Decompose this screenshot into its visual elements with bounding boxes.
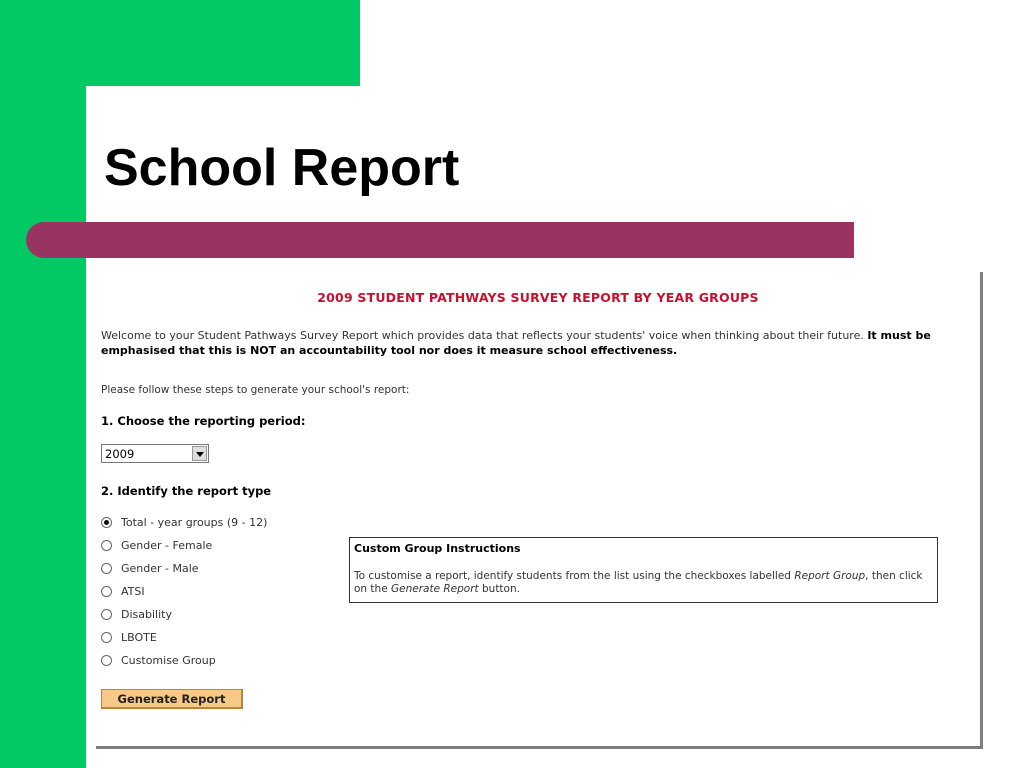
report-type-option[interactable] bbox=[101, 516, 267, 539]
radio-button-checked[interactable] bbox=[101, 517, 112, 528]
instructions-title: Custom Group Instructions bbox=[354, 542, 521, 555]
radio-button[interactable] bbox=[101, 586, 112, 597]
report-type-label: Customise Group bbox=[121, 654, 216, 667]
green-sidebar bbox=[0, 0, 86, 768]
instructions-text-part: , then click on the bbox=[354, 570, 923, 595]
instructions-text-part: button. bbox=[478, 583, 520, 595]
report-type-options bbox=[101, 516, 267, 677]
reporting-period-value: 2009 bbox=[105, 447, 135, 461]
report-type-label: Gender - Male bbox=[121, 562, 199, 575]
intro-paragraph bbox=[101, 328, 971, 358]
intro-text: Welcome to your Student Pathways Survey Report which provides data that reflects your students' voice when thinking about their future. bbox=[101, 329, 864, 342]
report-header: 2009 STUDENT PATHWAYS SURVEY REPORT BY YEAR GROUPS bbox=[317, 290, 759, 305]
radio-button[interactable] bbox=[101, 632, 112, 643]
custom-group-instructions-box bbox=[349, 537, 938, 603]
report-type-option[interactable] bbox=[101, 562, 267, 585]
reporting-period-select[interactable] bbox=[101, 444, 209, 463]
radio-button[interactable] bbox=[101, 563, 112, 574]
report-type-option[interactable] bbox=[101, 654, 267, 677]
report-type-label: Total - year groups (9 - 12) bbox=[121, 516, 268, 529]
report-type-label: ATSI bbox=[121, 585, 145, 598]
instructions-italic-generate-report: Generate Report bbox=[391, 583, 479, 595]
report-type-option[interactable] bbox=[101, 631, 267, 654]
intro-emphasis: It must be emphasised that this is NOT an accountability tool nor does it measure school effectiveness. bbox=[101, 329, 931, 357]
radio-button[interactable] bbox=[101, 609, 112, 620]
instructions-text-part: To customise a report, identify students from the list using the checkboxes labelled bbox=[354, 570, 795, 582]
report-type-option[interactable] bbox=[101, 585, 267, 608]
report-type-label: Disability bbox=[121, 608, 172, 621]
steps-intro: Please follow these steps to generate your school's report: bbox=[101, 384, 410, 396]
radio-button[interactable] bbox=[101, 655, 112, 666]
report-type-label: Gender - Female bbox=[121, 539, 213, 552]
step2-label: 2. Identify the report type bbox=[101, 484, 272, 498]
dropdown-arrow-icon[interactable] bbox=[192, 446, 207, 461]
report-type-label: LBOTE bbox=[121, 631, 157, 644]
generate-report-button[interactable]: Generate Report bbox=[101, 689, 243, 709]
step1-label: 1. Choose the reporting period: bbox=[101, 414, 306, 428]
green-top-block bbox=[0, 0, 360, 86]
instructions-italic-report-group: Report Group bbox=[794, 570, 866, 582]
instructions-text bbox=[354, 570, 933, 596]
report-type-option[interactable] bbox=[101, 539, 267, 562]
title-divider-bar bbox=[26, 222, 854, 258]
radio-button[interactable] bbox=[101, 540, 112, 551]
slide-title: School Report bbox=[104, 139, 460, 197]
report-type-option[interactable] bbox=[101, 608, 267, 631]
report-screenshot-panel bbox=[96, 272, 983, 749]
